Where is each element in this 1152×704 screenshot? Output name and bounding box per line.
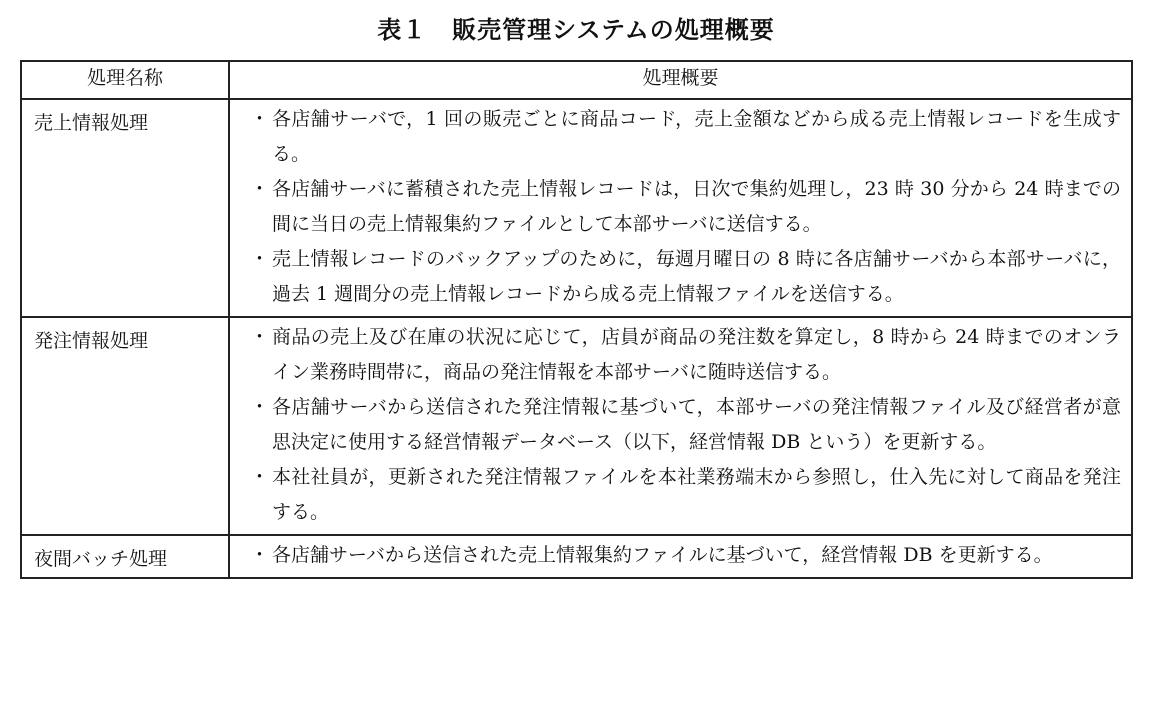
process-name-cell: 夜間バッチ処理 (21, 535, 229, 578)
process-overview-cell (229, 317, 1132, 535)
list-item (250, 102, 1121, 172)
list-item-text: 各店舗サーバから送信された発注情報に基づいて，本部サーバの発注情報ファイル及び経営者が意思決定に使用する経営情報データベース（以下，経営情報 DB という）を更新する。 (272, 396, 1121, 453)
bullet-mark: ・ (250, 544, 270, 566)
overview-list (250, 102, 1121, 312)
list-item (250, 460, 1121, 530)
bullet-mark: ・ (250, 326, 270, 348)
bullet-mark: ・ (250, 396, 270, 418)
header-process-name: 処理名称 (21, 61, 229, 99)
list-item (250, 242, 1121, 312)
list-item (250, 538, 1121, 573)
list-item-text: 本社社員が，更新された発注情報ファイルを本社業務端末から参照し，仕入先に対して商品を発注する。 (272, 466, 1121, 523)
process-overview-cell (229, 99, 1132, 317)
process-name-cell: 売上情報処理 (21, 99, 229, 317)
overview-list (250, 538, 1121, 573)
list-item-text: 売上情報レコードのバックアップのために，毎週月曜日の 8 時に各店舗サーバから本部サーバに，過去 1 週間分の売上情報レコードから成る売上情報ファイルを送信する。 (272, 248, 1121, 305)
process-overview-cell (229, 535, 1132, 578)
list-item (250, 320, 1121, 390)
bullet-mark: ・ (250, 466, 270, 488)
header-process-overview: 処理概要 (229, 61, 1132, 99)
list-item-text: 各店舗サーバで，1 回の販売ごとに商品コード，売上金額などから成る売上情報レコードを生成する。 (272, 108, 1121, 165)
bullet-mark: ・ (250, 248, 270, 270)
list-item-text: 各店舗サーバから送信された売上情報集約ファイルに基づいて，経営情報 DB を更新する。 (272, 544, 1053, 566)
list-item-text: 商品の売上及び在庫の状況に応じて，店員が商品の発注数を算定し，8 時から 24 時までのオンライン業務時間帯に，商品の発注情報を本部サーバに随時送信する。 (272, 326, 1121, 383)
list-item-text: 各店舗サーバに蓄積された売上情報レコードは，日次で集約処理し，23 時 30 分から 24 時までの間に当日の売上情報集約ファイルとして本部サーバに送信する。 (272, 178, 1121, 235)
table-caption: 表１ 販売管理システムの処理概要 (377, 16, 775, 44)
table-row (21, 535, 1132, 578)
list-item (250, 172, 1121, 242)
overview-list (250, 320, 1121, 530)
bullet-mark: ・ (250, 108, 270, 130)
table-header-row (21, 61, 1132, 99)
list-item (250, 390, 1121, 460)
process-name-cell: 発注情報処理 (21, 317, 229, 535)
table-row (21, 99, 1132, 317)
table-row (21, 317, 1132, 535)
process-overview-table (20, 60, 1133, 579)
bullet-mark: ・ (250, 178, 270, 200)
